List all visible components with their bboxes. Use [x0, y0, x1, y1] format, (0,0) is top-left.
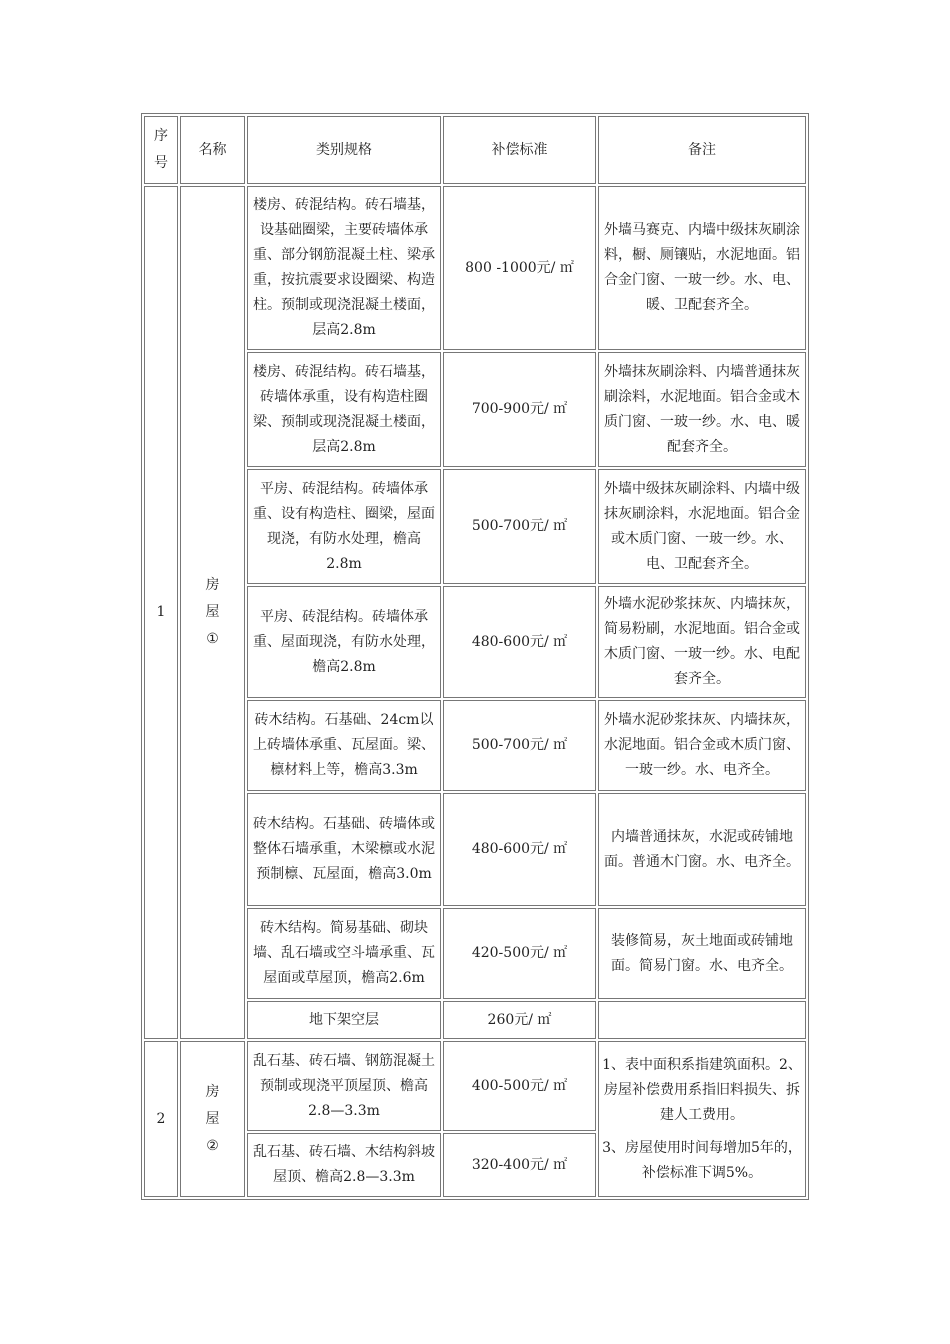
- remark-cell: 外墙马赛克、内墙中级抹灰刷涂料，橱、厕镶贴，水泥地面。铝合金门窗、一玻一纱。水、电、暖、卫配套齐全。: [598, 186, 806, 350]
- remark-cell: 外墙水泥砂浆抹灰、内墙抹灰，水泥地面。铝合金或木质门窗、一玻一纱。水、电齐全。: [598, 700, 806, 791]
- header-spec: 类别规格: [247, 116, 441, 184]
- spec-cell: 砖木结构。石基础、24cm以上砖墙体承重、瓦屋面。梁、檩材料上等，檐高3.3m: [247, 700, 441, 791]
- spec-cell: 地下架空层: [247, 1001, 441, 1039]
- remark-cell: [598, 1001, 806, 1039]
- header-name: 名称: [180, 116, 245, 184]
- spec-cell: 楼房、砖混结构。砖石墙基，砖墙体承重，设有构造柱圈梁、预制或现浇混凝土楼面，层高2.8m: [247, 352, 441, 467]
- standard-cell: 500-700元/ ㎡: [443, 700, 596, 791]
- spec-cell: 砖木结构。石基础、砖墙体或整体石墙承重，木梁檩或水泥预制檩、瓦屋面，檐高3.0m: [247, 793, 441, 906]
- standard-cell: 480-600元/ ㎡: [443, 793, 596, 906]
- group1-name: [180, 186, 245, 1039]
- standard-cell: 700-900元/ ㎡: [443, 352, 596, 467]
- standard-cell: 260元/ ㎡: [443, 1001, 596, 1039]
- spec-cell: 乱石基、砖石墙、钢筋混凝土预制或现浇平顶屋顶、檐高2.8—3.3m: [247, 1041, 441, 1131]
- remark-cell: 装修简易，灰土地面或砖铺地面。简易门窗。水、电齐全。: [598, 908, 806, 999]
- spec-cell: 平房、砖混结构。砖墙体承重、设有构造柱、圈梁，屋面现浇，有防水处理，檐高2.8m: [247, 469, 441, 584]
- group2-remark-part1: 1、表中面积系指建筑面积。2、房屋补偿费用系指旧料损失、拆建人工费用。: [602, 1056, 802, 1123]
- standard-cell: 320-400元/ ㎡: [443, 1133, 596, 1197]
- standard-cell: 400-500元/ ㎡: [443, 1041, 596, 1131]
- remark-cell: 内墙普通抹灰，水泥或砖铺地面。普通木门窗。水、电齐全。: [598, 793, 806, 906]
- spec-cell: 楼房、砖混结构。砖石墙基，设基础圈梁，主要砖墙体承重、部分钢筋混凝土柱、梁承重，按抗震要求设圈梁、构造柱。预制或现浇混凝土楼面，层高2.8m: [247, 186, 441, 350]
- group2-remark: [598, 1041, 806, 1197]
- group1-name-line2: 屋: [205, 604, 220, 620]
- compensation-table: [141, 113, 809, 1200]
- header-standard: 补偿标准: [443, 116, 596, 184]
- remark-cell: 外墙水泥砂浆抹灰、内墙抹灰，简易粉刷，水泥地面。铝合金或木质门窗、一玻一纱。水、电配套齐全。: [598, 586, 806, 698]
- standard-cell: 420-500元/ ㎡: [443, 908, 596, 999]
- header-seq: [144, 116, 178, 184]
- group2-name-line2: 屋: [205, 1110, 220, 1127]
- group2-name: [180, 1041, 245, 1197]
- group1-seq: 1: [144, 186, 178, 1039]
- header-seq-line1: 序: [154, 128, 168, 144]
- spec-cell: 乱石基、砖石墙、木结构斜坡屋顶、檐高2.8—3.3m: [247, 1133, 441, 1197]
- spec-cell: 砖木结构。简易基础、砌块墙、乱石墙或空斗墙承重、瓦屋面或草屋顶，檐高2.6m: [247, 908, 441, 999]
- header-seq-line2: 号: [154, 155, 168, 171]
- group1-name-line1: 房: [205, 577, 220, 593]
- table-row: [144, 186, 806, 350]
- group2-seq: 2: [144, 1041, 178, 1197]
- header-row: [144, 116, 806, 184]
- standard-cell: 800 -1000元/ ㎡: [443, 186, 596, 350]
- standard-cell: 500-700元/ ㎡: [443, 469, 596, 584]
- group2-remark-part2: 3、房屋使用时间每增加5年的，补偿标准下调5%。: [602, 1139, 802, 1181]
- group2-name-line1: 房: [205, 1083, 220, 1100]
- standard-cell: 480-600元/ ㎡: [443, 586, 596, 698]
- spec-cell: 平房、砖混结构。砖墙体承重、屋面现浇，有防水处理，檐高2.8m: [247, 586, 441, 698]
- group2-name-line3: ②: [206, 1137, 219, 1154]
- remark-cell: 外墙中级抹灰刷涂料、内墙中级抹灰刷涂料，水泥地面。铝合金或木质门窗、一玻一纱。水、电、卫配套齐全。: [598, 469, 806, 584]
- group1-name-line3: ①: [206, 631, 219, 647]
- header-remark: 备注: [598, 116, 806, 184]
- remark-cell: 外墙抹灰刷涂料、内墙普通抹灰刷涂料，水泥地面。铝合金或木质门窗、一玻一纱。水、电、暖配套齐全。: [598, 352, 806, 467]
- table-row: [144, 1041, 806, 1131]
